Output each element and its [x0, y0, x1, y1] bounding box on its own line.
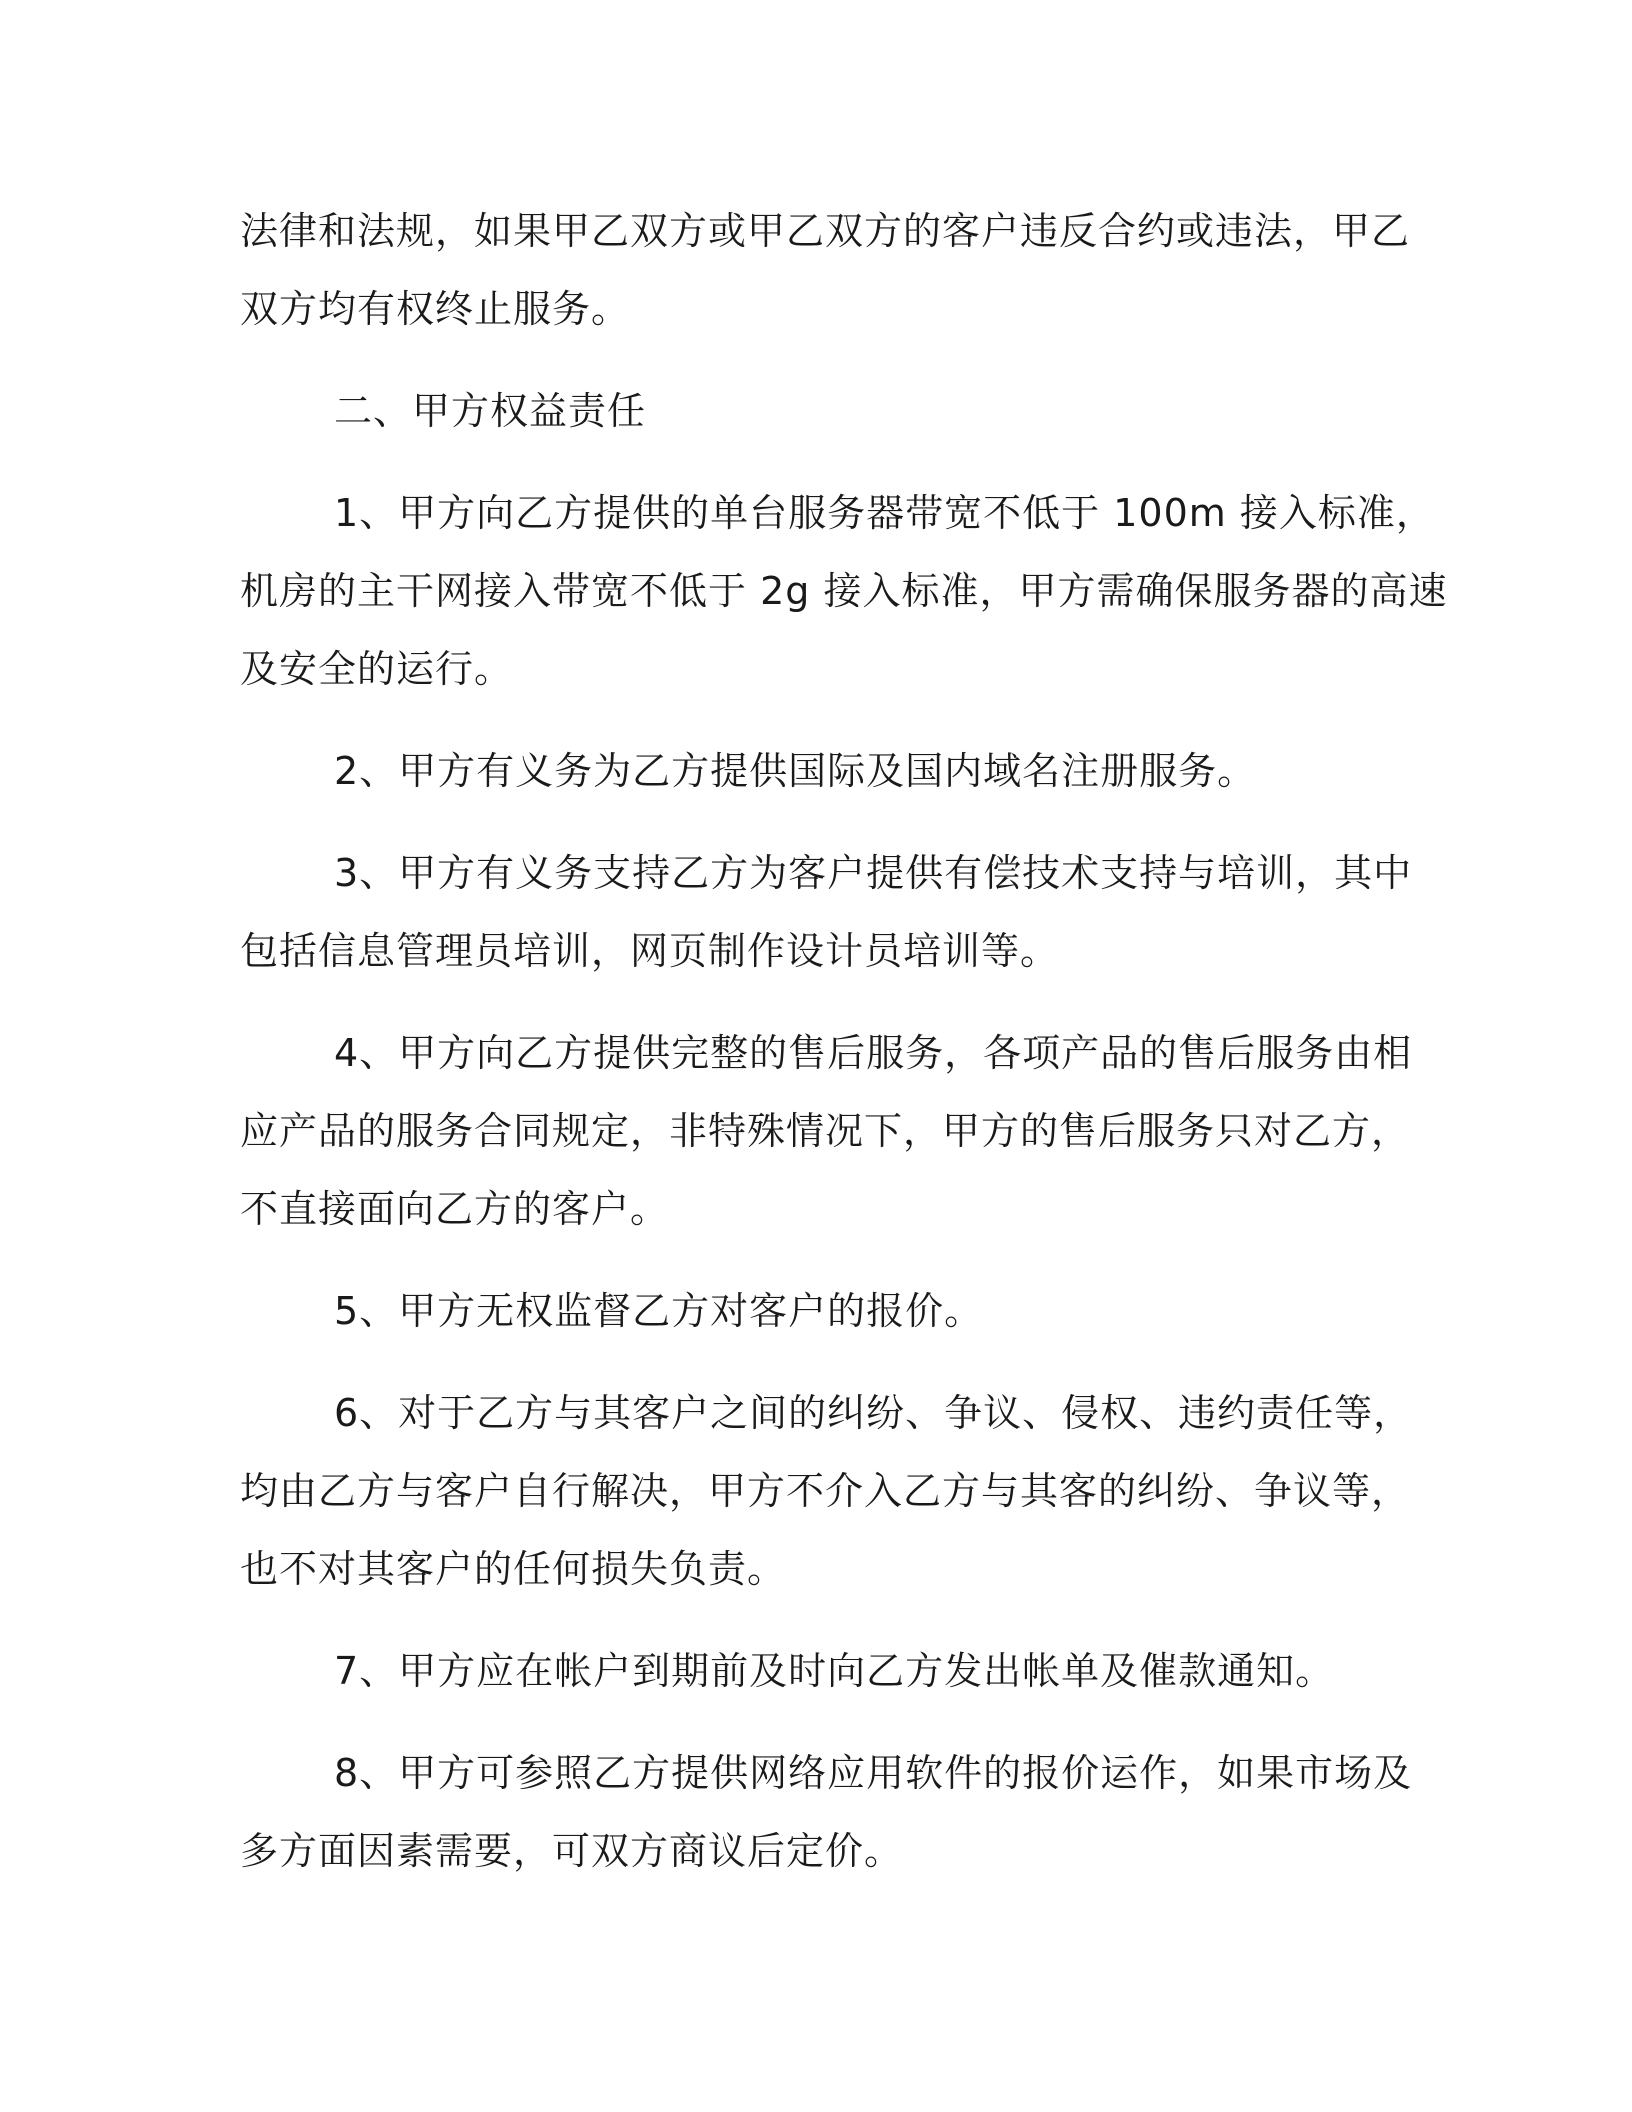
text-line: 3、甲方有义务支持乙方为客户提供有偿技术支持与培训，其中 [334, 851, 1413, 895]
text-line: 8、甲方可参照乙方提供网络应用软件的报价运作，如果市场及 [334, 1751, 1413, 1795]
text-line: 双方均有权终止服务。 [240, 287, 631, 331]
paragraph-item-4 [240, 1014, 1413, 1248]
text-line: 也不对其客户的任何损失负责。 [240, 1547, 787, 1591]
text-line: 4、甲方向乙方提供完整的售后服务，各项产品的售后服务由相 [334, 1031, 1413, 1075]
text-line: 及安全的运行。 [240, 647, 514, 691]
paragraph-item-5 [240, 1272, 1390, 1350]
text-line: 均由乙方与客户自行解决，甲方不介入乙方与其客的纠纷、争议等， [240, 1469, 1411, 1513]
text-line: 机房的主干网接入带宽不低于 2g 接入标准，甲方需确保服务器的高速 [240, 569, 1448, 613]
text-line: 应产品的服务合同规定，非特殊情况下，甲方的售后服务只对乙方， [240, 1109, 1411, 1153]
document-body [240, 192, 1448, 1890]
text-line: 多方面因素需要，可双方商议后定价。 [240, 1829, 904, 1873]
text-line: 2、甲方有义务为乙方提供国际及国内域名注册服务。 [334, 749, 1257, 793]
text-line: 5、甲方无权监督乙方对客户的报价。 [334, 1289, 984, 1333]
paragraph-item-6 [240, 1374, 1413, 1608]
paragraph-item-1 [240, 474, 1448, 708]
intro-paragraph [240, 192, 1411, 348]
section-heading: 二、甲方权益责任 [334, 389, 647, 433]
text-line: 6、对于乙方与其客户之间的纠纷、争议、侵权、违约责任等， [334, 1391, 1413, 1435]
text-line: 1、甲方向乙方提供的单台服务器带宽不低于 100m 接入标准， [334, 491, 1435, 535]
text-line: 不直接面向乙方的客户。 [240, 1187, 670, 1231]
paragraph-item-3 [240, 834, 1413, 990]
text-line: 法律和法规，如果甲乙双方或甲乙双方的客户违反合约或违法，甲乙 [240, 209, 1411, 253]
paragraph-item-2 [240, 732, 1390, 810]
paragraph-item-8 [240, 1734, 1413, 1890]
section-heading-block [240, 372, 1390, 450]
text-line: 包括信息管理员培训，网页制作设计员培训等。 [240, 929, 1060, 973]
text-line: 7、甲方应在帐户到期前及时向乙方发出帐单及催款通知。 [334, 1649, 1335, 1693]
paragraph-item-7 [240, 1632, 1390, 1710]
